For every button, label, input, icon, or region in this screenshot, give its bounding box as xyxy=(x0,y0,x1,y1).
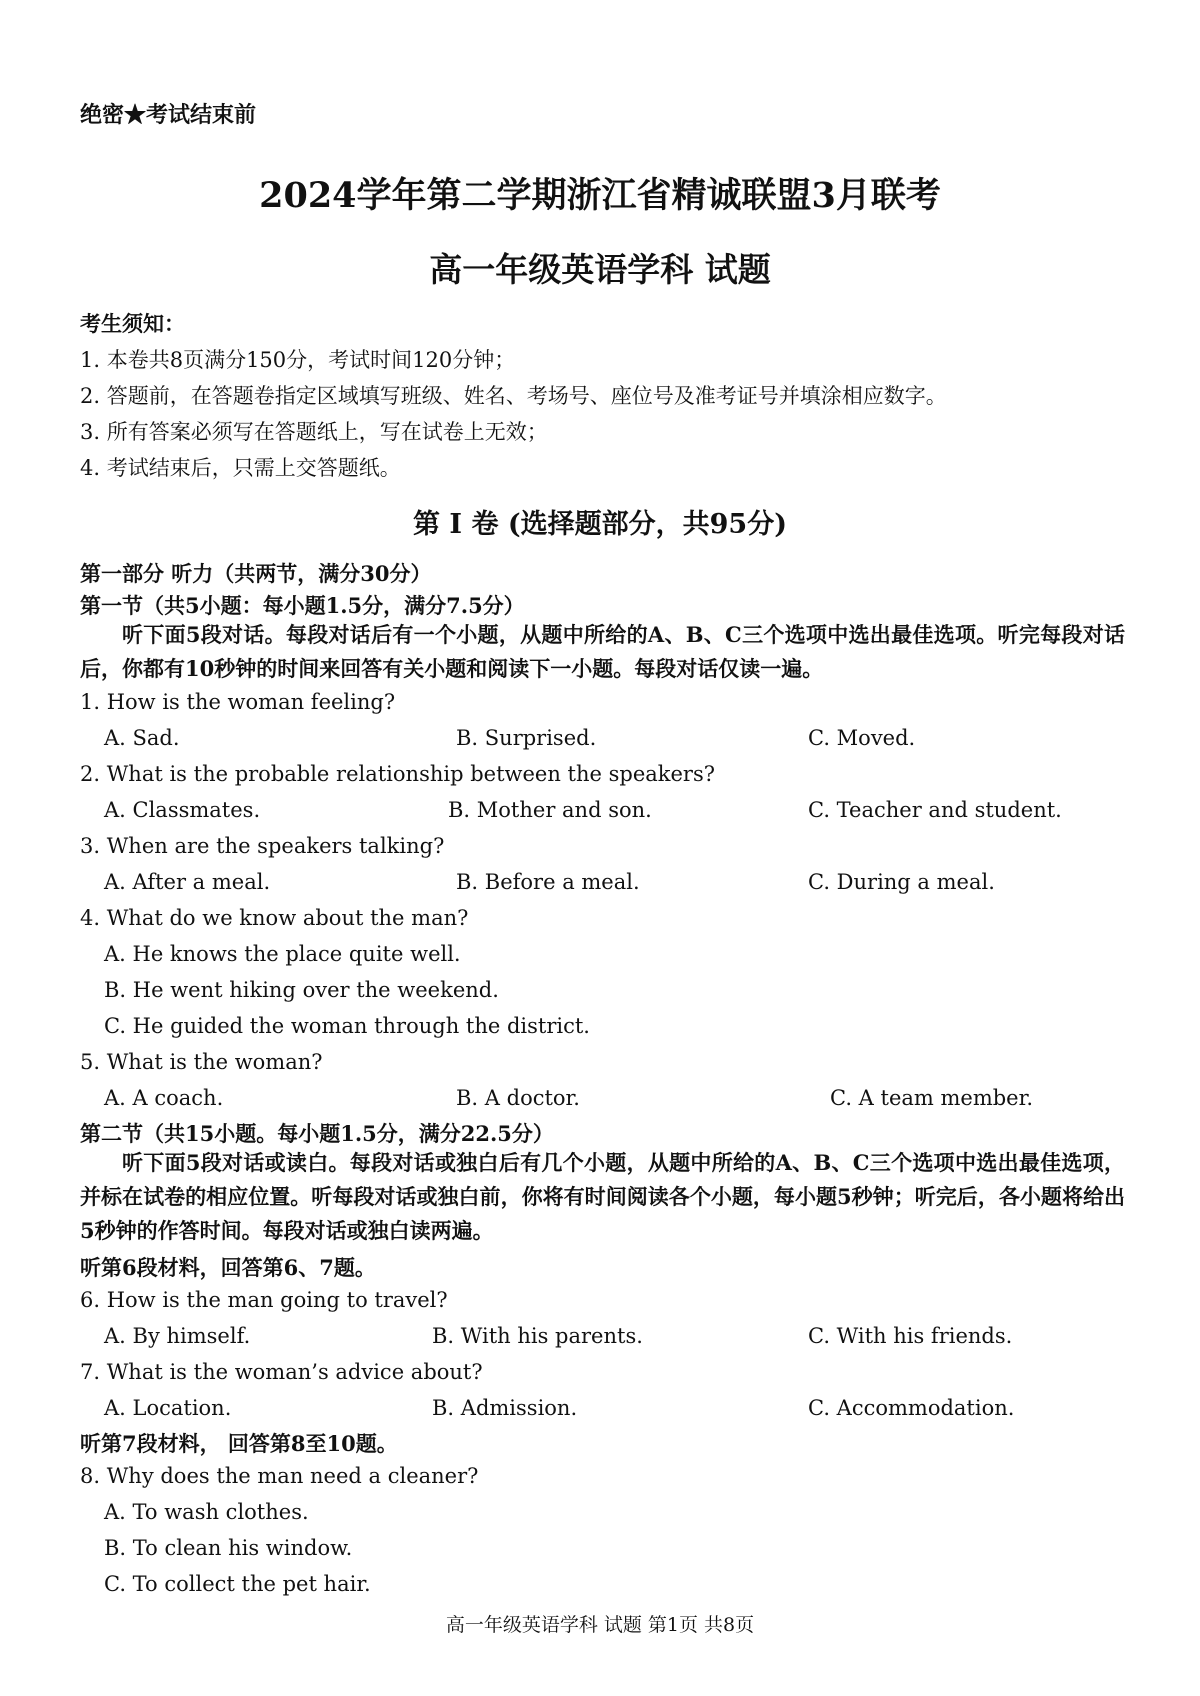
question-text: 1. How is the woman feeling? xyxy=(80,690,396,714)
option: C. To collect the pet hair. xyxy=(104,1572,371,1596)
option: B. He went hiking over the weekend. xyxy=(104,978,499,1002)
option: C. With his friends. xyxy=(808,1324,1013,1348)
question-text: 8. Why does the man need a cleaner? xyxy=(80,1464,479,1488)
option: B. A doctor. xyxy=(456,1086,580,1110)
option: A. He knows the place quite well. xyxy=(104,942,461,966)
option: B. To clean his window. xyxy=(104,1536,353,1560)
option: C. Teacher and student. xyxy=(808,798,1062,822)
option: B. Mother and son. xyxy=(448,798,652,822)
option: C. A team member. xyxy=(830,1086,1034,1110)
option: B. Surprised. xyxy=(456,726,597,750)
option: A. Location. xyxy=(104,1396,232,1420)
question-text: 5. What is the woman? xyxy=(80,1050,323,1074)
page-footer: 高一年级英语学科 试题 第1页 共8页 xyxy=(445,1614,755,1636)
option: B. Before a meal. xyxy=(456,870,640,894)
exam-title: 2024学年第二学期浙江省精诚联盟3月联考 xyxy=(259,175,941,216)
option: A. By himself. xyxy=(104,1324,251,1348)
option: A. To wash clothes. xyxy=(104,1500,309,1524)
question-text: 4. What do we know about the man? xyxy=(80,906,469,930)
section-instruction: 听下面5段对话或读白。每段对话或独白后有几个小题，从题中所给的A、B、C三个选项中选出最佳选项，并标在试卷的相应位置。听每段对话或独白前，你将有时间阅读各个小题，每小题5秒钟；听完后，各小题将给出5秒钟的作答时间。每段对话或独白读两遍。 xyxy=(80,1150,1125,1243)
section-title: 第二节（共15小题。每小题1.5分，满分22.5分） xyxy=(80,1121,554,1146)
option: C. Moved. xyxy=(808,726,916,750)
part-title: 第一部分 听力（共两节，满分30分） xyxy=(80,561,432,586)
notice-item: 4. 考试结束后，只需上交答题纸。 xyxy=(80,456,401,480)
question-text: 3. When are the speakers talking? xyxy=(80,834,445,858)
material-heading: 听第7段材料， 回答第8至10题。 xyxy=(80,1431,398,1456)
option: C. During a meal. xyxy=(808,870,995,894)
material-heading: 听第6段材料，回答第6、7题。 xyxy=(80,1255,376,1280)
option: A. After a meal. xyxy=(104,870,271,894)
notice-item: 2. 答题前，在答题卷指定区域填写班级、姓名、考场号、座位号及准考证号并填涂相应数字。 xyxy=(80,384,947,408)
option: C. Accommodation. xyxy=(808,1396,1015,1420)
option: B. Admission. xyxy=(432,1396,578,1420)
notice-item: 1. 本卷共8页满分150分，考试时间120分钟； xyxy=(80,348,516,372)
question-text: 7. What is the woman’s advice about? xyxy=(80,1360,483,1384)
notice-heading: 考生须知： xyxy=(80,311,185,336)
question-text: 6. How is the man going to travel? xyxy=(80,1288,448,1312)
exam-subtitle: 高一年级英语学科 试题 xyxy=(429,250,771,289)
option: B. With his parents. xyxy=(432,1324,643,1348)
option: A. Sad. xyxy=(104,726,180,750)
option: A. A coach. xyxy=(104,1086,224,1110)
confidential-label: 绝密★考试结束前 xyxy=(80,102,257,128)
option: A. Classmates. xyxy=(104,798,261,822)
volume-title: 第 I 卷 (选择题部分，共95分) xyxy=(413,509,787,540)
option: C. He guided the woman through the district. xyxy=(104,1014,590,1038)
notice-item: 3. 所有答案必须写在答题纸上，写在试卷上无效； xyxy=(80,420,548,444)
question-text: 2. What is the probable relationship between the speakers? xyxy=(80,762,716,786)
section-title: 第一节（共5小题：每小题1.5分，满分7.5分） xyxy=(80,593,525,618)
section-instruction: 听下面5段对话。每段对话后有一个小题，从题中所给的A、B、C三个选项中选出最佳选项。听完每段对话后，你都有10秒钟的时间来回答有关小题和阅读下一小题。每段对话仅读一遍。 xyxy=(80,622,1125,681)
